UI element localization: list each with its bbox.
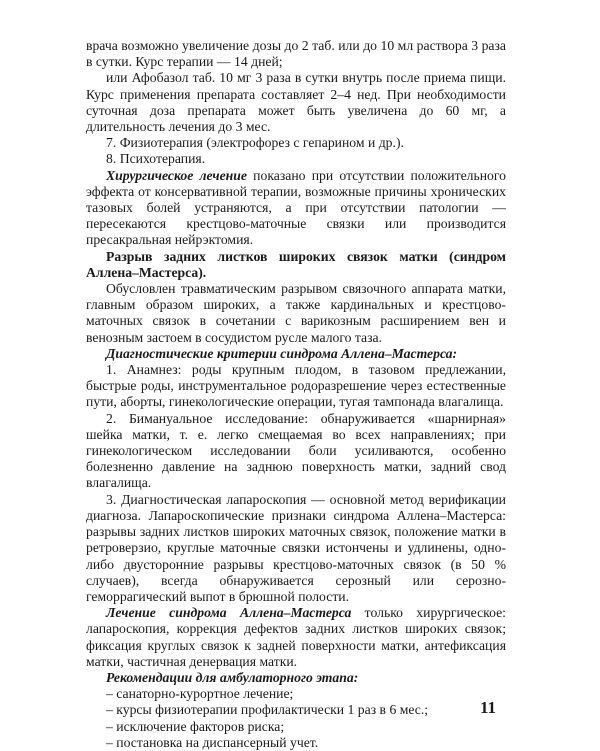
criteria-heading: Диагностические критерии синдрома Аллена–Мастерса: [106,345,458,361]
list-item: 2. Бимануальное исследование: обнаруживается «шарнирная» шейка матки, т. е. легко смещаемая во всех направлениях; при гинекологическом исследовании боли усиливаются, особенно болезненно давление на заднюю поверхность матки, задний свод влагалища. [86,410,506,491]
list-item: – постановка на диспансерный учет. [106,734,319,750]
list-item: 8. Психотерапия. [106,151,206,167]
list-item: 7. Физиотерапия (электрофорез с гепарином и др.). [106,135,404,151]
paragraph: врача возможно увеличение дозы до 2 таб. или до 10 мл раствора 3 раза в сутки. Курс терапии — 14 дней; [86,38,506,70]
list-item: 3. Диагностическая лапароскопия — основной метод верификации диагноза. Лапароскопические признаки синдрома Аллена–Мастерса: разрывы задних листков широких маточных связок, положение матки в ретроверзио, круглые маточные связки истончены и удлинены, одно- либо двусторонние разрывы крестцово-маточных связок (в 50 % случаев), всегда обнаруживается серозный или серозно-геморрагический выпот в брюшной полости. [86,491,506,604]
list-item: – исключение факторов риска; [106,718,285,734]
section-title: Разрыв задних листков широких связок матки (синдром Аллена–Мастерса). [86,248,506,280]
paragraph [86,168,506,249]
body-text [86,38,506,751]
list-item: – курсы физиотерапии профилактически 1 раз в 6 мес.; [106,702,429,718]
paragraph: или Афобазол таб. 10 мг 3 раза в сутки внутрь после приема пищи. Курс применения препарата составляет 2–4 нед. При необходимости суточная доза препарата может быть увеличена до 60 мг, а длительность лечения до 3 мес. [86,70,506,135]
treatment-heading: Лечение синдрома Аллена–Мастерса [106,605,352,621]
treatment-text: только хирургическое: лапароскопия, коррекция дефектов задних листков широких связок; фиксация круглых связок к задней поверхности матки, антефиксация матки, частичная денервация матки. [86,605,506,669]
list-item: – санаторно-курортное лечение; [106,686,294,702]
list-item: 1. Анамнез: роды крупным плодом, в тазовом предлежании, быстрые роды, инструментальное родоразрешение через естественные пути, аборты, гинекологические операции, тугая тампонада влагалища. [86,362,506,410]
paragraph: Обусловлен травматическим разрывом связочного аппарата матки, главным образом широких, а также кардинальных и крестцово-маточных связок в сочетании с варикозным расширением вен и венозным застоем в сосудистом русле малого таза. [86,281,506,345]
page-number: 11 [480,698,497,717]
surgical-text: показано при отсутствии положительного эффекта от консервативной терапии, возможные причины хронических тазовых болей устраняются, а при отсутствии патологии — пересекаются крестцово-маточные связки или производится пресакральная нейрэктомия. [86,167,506,248]
recommendations-heading: Рекомендации для амбулаторного этапа: [106,669,359,685]
surgical-heading: Хирургическое лечение [106,167,247,183]
paragraph [86,605,506,670]
